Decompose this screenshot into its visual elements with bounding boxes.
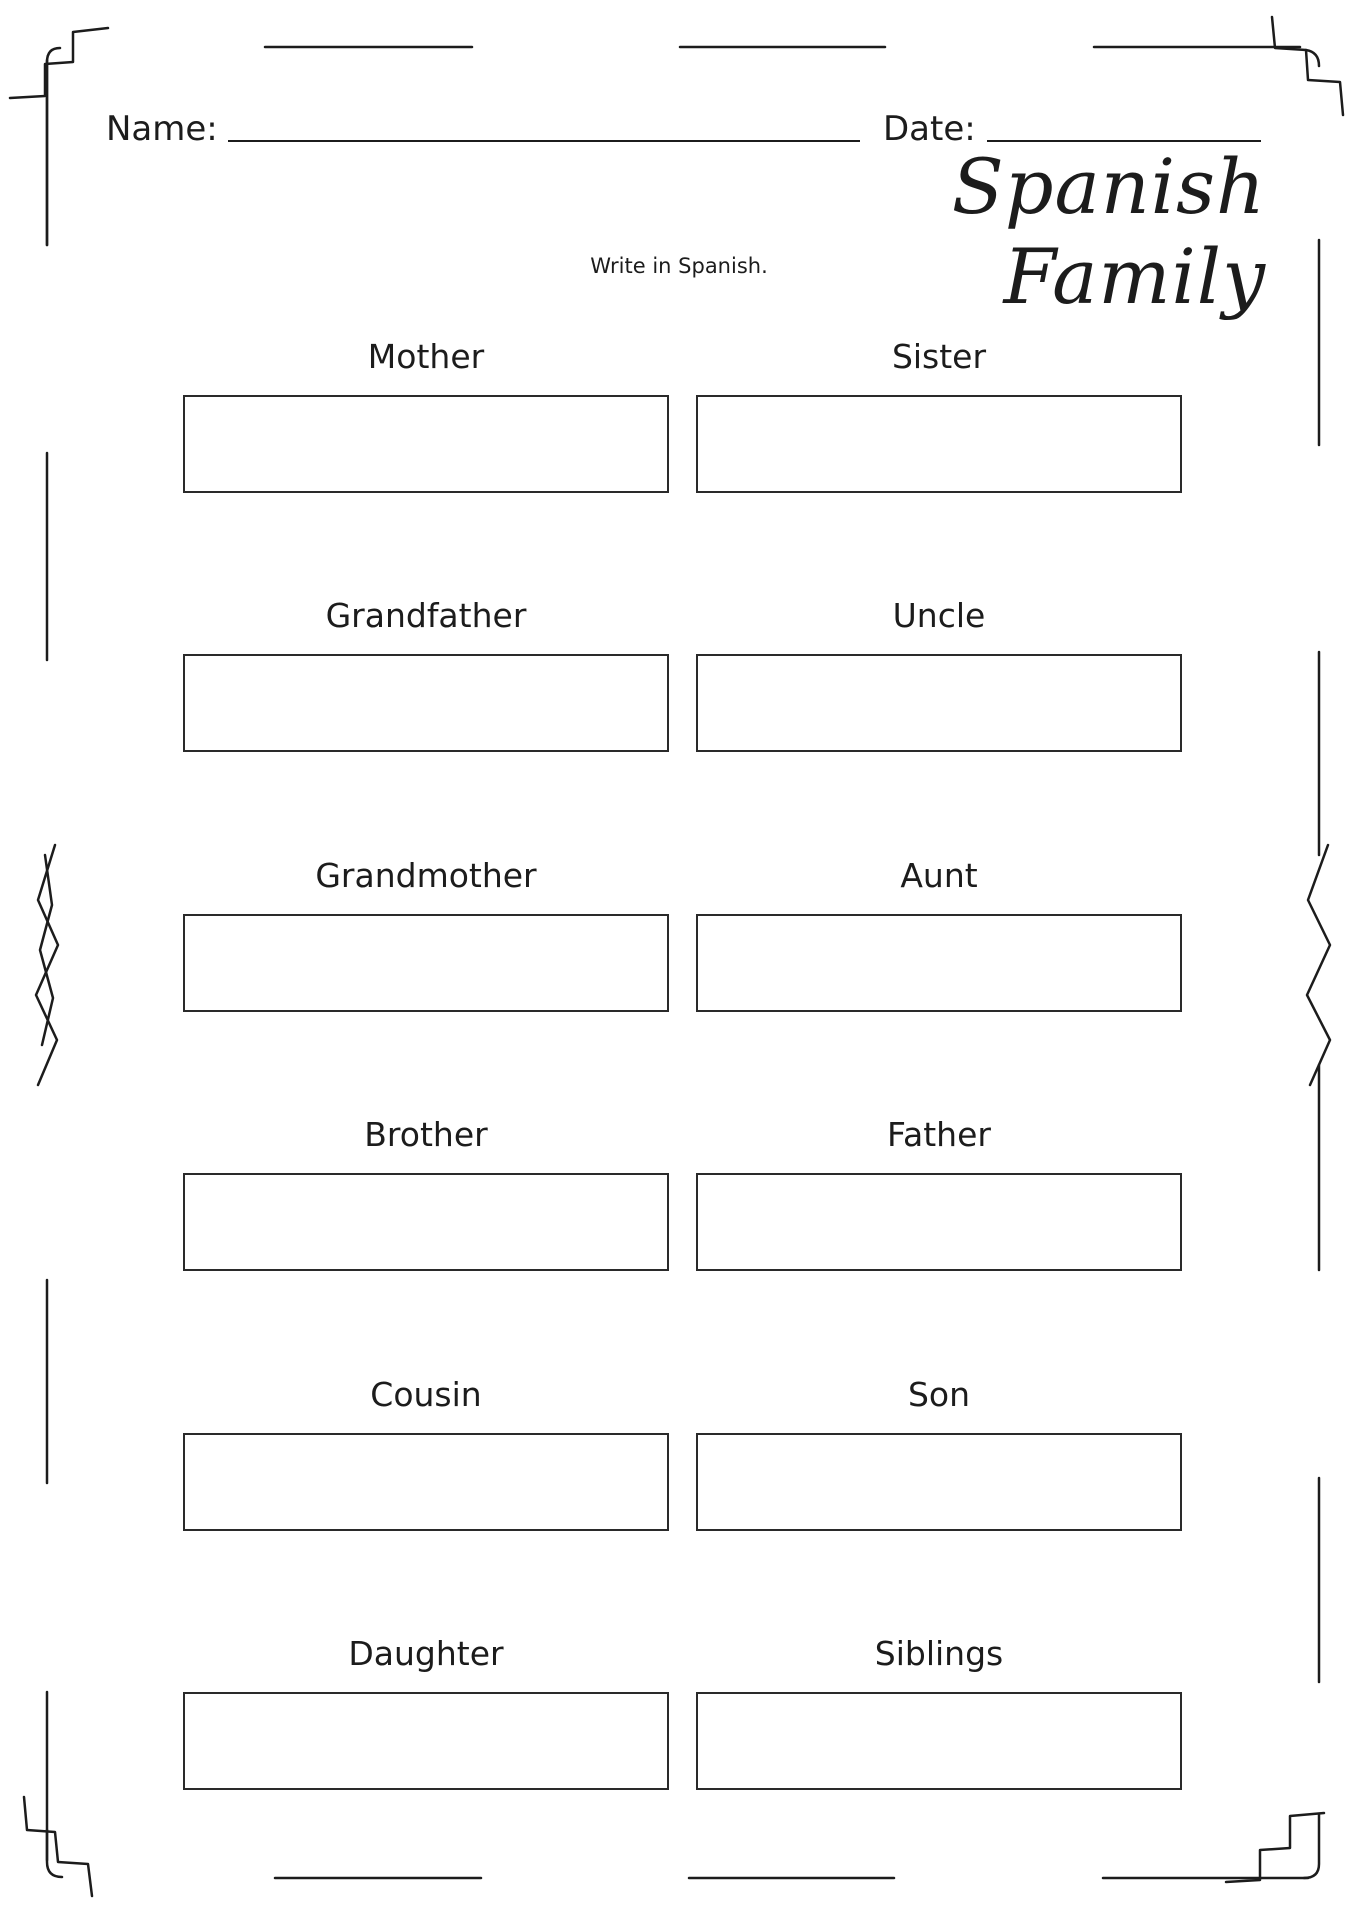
answer-box[interactable] [183, 654, 669, 752]
answer-box[interactable] [696, 1433, 1182, 1531]
word-label: Cousin [370, 1375, 482, 1414]
answer-box[interactable] [183, 914, 669, 1012]
answer-box[interactable] [696, 1692, 1182, 1790]
date-label: Date: [883, 109, 976, 149]
word-label: Siblings [874, 1634, 1004, 1673]
word-label: Son [907, 1375, 971, 1414]
word-label: Aunt [900, 856, 978, 895]
answer-box[interactable] [696, 395, 1182, 493]
answer-box[interactable] [183, 1433, 669, 1531]
answer-box[interactable] [183, 1173, 669, 1271]
answer-box[interactable] [696, 914, 1182, 1012]
word-label: Grandmother [315, 856, 537, 895]
answer-box[interactable] [183, 1692, 669, 1790]
word-label: Mother [367, 337, 485, 376]
word-label: Brother [364, 1115, 488, 1154]
word-label: Sister [891, 337, 987, 376]
word-label: Father [887, 1115, 991, 1154]
answer-box[interactable] [696, 1173, 1182, 1271]
word-label: Grandfather [325, 596, 527, 635]
word-label: Uncle [892, 596, 986, 635]
instruction-text: Write in Spanish. [590, 254, 768, 278]
name-label: Name: [106, 109, 218, 149]
answer-box[interactable] [696, 654, 1182, 752]
answer-box[interactable] [183, 395, 669, 493]
word-label: Daughter [348, 1634, 504, 1673]
worksheet-title: Spanish Family [951, 142, 1266, 321]
